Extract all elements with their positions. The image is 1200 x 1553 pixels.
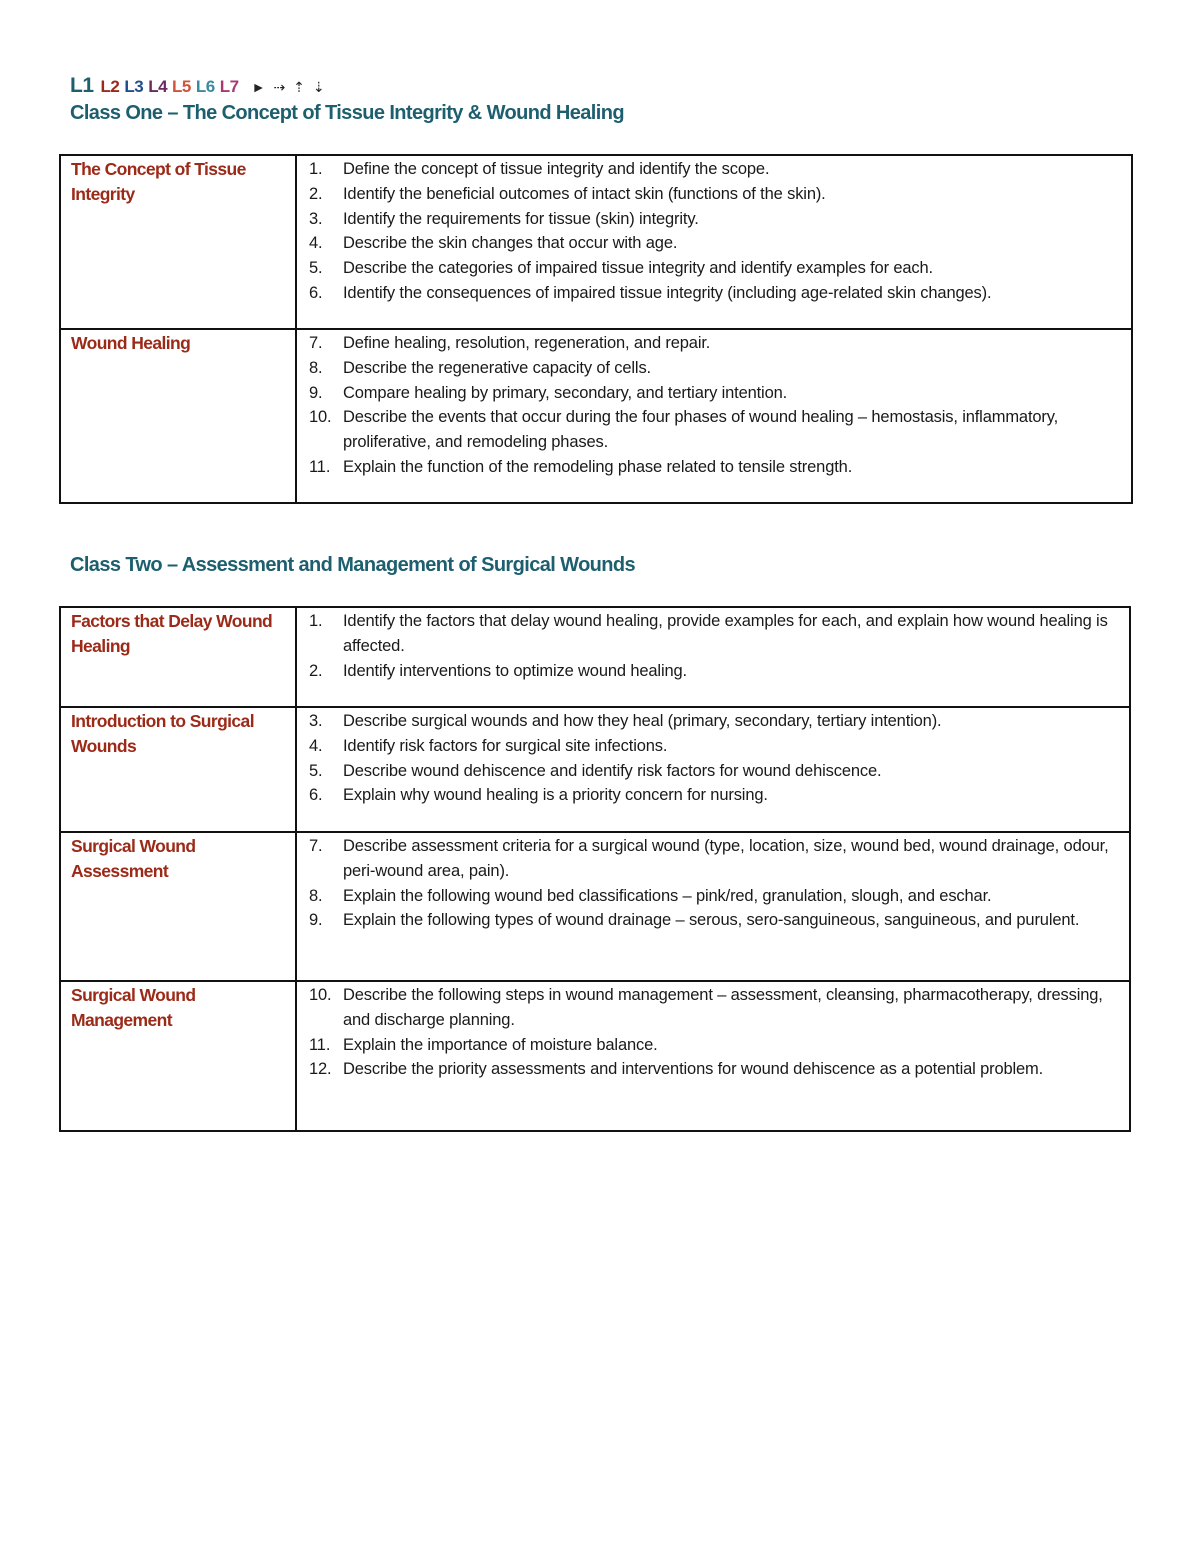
- topic-cell: Wound Healing: [60, 329, 296, 503]
- table-row: [60, 607, 1130, 707]
- item-number: 7.: [309, 837, 323, 855]
- class-two-table: [59, 606, 1131, 1132]
- table-row: [60, 707, 1130, 832]
- item-number: 7.: [309, 334, 323, 352]
- objectives-cell: [296, 155, 1132, 329]
- list-item: [309, 609, 1121, 659]
- list-item: [309, 157, 1123, 182]
- item-number: 3.: [309, 209, 323, 228]
- list-item: [309, 381, 1123, 406]
- table-row: [60, 832, 1130, 981]
- list-item: [309, 207, 1123, 232]
- item-text: Describe the categories of impaired tissue integrity and identify examples for each.: [343, 259, 933, 278]
- item-text: Identify interventions to optimize wound healing.: [343, 661, 687, 680]
- list-item: [309, 759, 1121, 784]
- item-text: Describe the following steps in wound management – assessment, cleansing, pharmacotherapy, dressing, and discharge planning.: [343, 986, 1103, 1029]
- list-item: [309, 281, 1123, 306]
- list-item: [309, 1033, 1121, 1058]
- objectives-cell: [296, 329, 1132, 503]
- list-item: [309, 1057, 1121, 1082]
- item-text: Define the concept of tissue integrity and identify the scope.: [343, 160, 770, 178]
- list-item: [309, 834, 1121, 884]
- dashed-arrow-down-icon: ⇣: [312, 79, 325, 95]
- item-text: Describe surgical wounds and how they heal (primary, secondary, tertiary intention).: [343, 712, 942, 730]
- class-one-table: [59, 154, 1133, 504]
- list-item: [309, 659, 1121, 684]
- item-number: 10.: [309, 986, 332, 1004]
- objectives-cell: [296, 981, 1130, 1131]
- item-text: Describe the events that occur during the four phases of wound healing – hemostasis, inflammatory, proliferative, and remodeling phases.: [343, 408, 1059, 452]
- list-item: [309, 405, 1123, 455]
- item-number: 8.: [309, 886, 323, 905]
- topic-cell: The Concept of Tissue Integrity: [60, 155, 296, 329]
- objectives-list: [297, 330, 1131, 480]
- topic-cell: Factors that Delay Wound Healing: [60, 607, 296, 707]
- item-number: 5.: [309, 259, 323, 278]
- item-text: Identify the factors that delay wound healing, provide examples for each, and explain how wound healing is affected.: [343, 612, 1108, 655]
- list-item: [309, 231, 1123, 256]
- item-text: Describe the regenerative capacity of cells.: [343, 358, 651, 377]
- list-item: [309, 908, 1121, 933]
- item-text: Identify the requirements for tissue (skin) integrity.: [343, 209, 699, 228]
- class-two-title: Class Two – Assessment and Management of Surgical Wounds: [70, 554, 636, 576]
- list-item: [309, 734, 1121, 759]
- topic-cell: Surgical Wound Assessment: [60, 832, 296, 981]
- item-text: Identify the consequences of impaired tissue integrity (including age-related skin changes).: [343, 283, 992, 302]
- item-text: Describe the priority assessments and interventions for wound dehiscence as a potential problem.: [343, 1060, 1044, 1079]
- list-item: [309, 983, 1121, 1033]
- objectives-list: [297, 708, 1129, 808]
- item-text: Describe assessment criteria for a surgical wound (type, location, size, wound bed, wound drainage, odour, peri-wound area, pain).: [343, 837, 1109, 880]
- level-label-l6: L6: [195, 77, 215, 96]
- topic-cell: Introduction to Surgical Wounds: [60, 707, 296, 832]
- list-item: [309, 709, 1121, 734]
- item-number: 5.: [309, 761, 323, 780]
- item-text: Explain the following wound bed classifications – pink/red, granulation, slough, and eschar.: [343, 886, 992, 905]
- item-text: Describe the skin changes that occur with age.: [343, 234, 678, 253]
- item-text: Explain why wound healing is a priority concern for nursing.: [343, 786, 768, 805]
- list-item: [309, 783, 1121, 808]
- level-legend: [70, 74, 325, 100]
- item-number: 6.: [309, 283, 323, 302]
- item-text: Compare healing by primary, secondary, and tertiary intention.: [343, 383, 788, 402]
- table-row: [60, 329, 1132, 503]
- item-text: Define healing, resolution, regeneration, and repair.: [343, 334, 711, 352]
- list-item: [309, 331, 1123, 356]
- list-item: [309, 884, 1121, 909]
- item-text: Explain the function of the remodeling phase related to tensile strength.: [343, 457, 853, 476]
- level-label-l7: L7: [219, 77, 239, 96]
- item-text: Explain the following types of wound drainage – serous, sero-sanguineous, sanguineous, and purulent.: [343, 911, 1080, 930]
- dashed-arrow-up-icon: ⇡: [293, 79, 305, 95]
- item-number: 4.: [309, 736, 323, 755]
- item-number: 11.: [309, 457, 331, 476]
- item-number: 12.: [309, 1060, 332, 1079]
- triangle-right-icon: ►: [251, 79, 266, 95]
- topic-cell: Surgical Wound Management: [60, 981, 296, 1131]
- level-label-l5: L5: [172, 77, 191, 96]
- list-item: [309, 256, 1123, 281]
- objectives-cell: [296, 607, 1130, 707]
- list-item: [309, 455, 1123, 480]
- item-number: 3.: [309, 712, 323, 730]
- item-text: Describe wound dehiscence and identify risk factors for wound dehiscence.: [343, 761, 882, 780]
- objectives-cell: [296, 832, 1130, 981]
- objectives-list: [297, 982, 1129, 1082]
- item-number: 11.: [309, 1035, 331, 1054]
- level-label-l4: L4: [148, 77, 168, 96]
- item-number: 1.: [309, 612, 323, 630]
- table-row: [60, 981, 1130, 1131]
- item-number: 10.: [309, 408, 332, 427]
- objectives-list: [297, 156, 1131, 306]
- class-one-title: Class One – The Concept of Tissue Integrity & Wound Healing: [70, 102, 624, 124]
- item-number: 6.: [309, 786, 323, 805]
- item-number: 9.: [309, 383, 323, 402]
- item-text: Explain the importance of moisture balance.: [343, 1035, 658, 1054]
- list-item: [309, 182, 1123, 207]
- item-number: 8.: [309, 358, 323, 377]
- level-label-l2: L2: [100, 77, 120, 96]
- list-item: [309, 356, 1123, 381]
- objectives-list: [297, 608, 1129, 683]
- table-row: [60, 155, 1132, 329]
- item-text: Identify the beneficial outcomes of intact skin (functions of the skin).: [343, 184, 826, 203]
- item-text: Identify risk factors for surgical site infections.: [343, 736, 668, 755]
- item-number: 2.: [309, 661, 323, 680]
- level-label-l3: L3: [124, 77, 144, 96]
- item-number: 4.: [309, 234, 323, 253]
- item-number: 1.: [309, 160, 323, 178]
- objectives-cell: [296, 707, 1130, 832]
- level-label-l1: L1: [70, 74, 94, 97]
- item-number: 9.: [309, 911, 323, 930]
- item-number: 2.: [309, 184, 323, 203]
- dashed-arrow-right-icon: ⇢: [273, 79, 286, 95]
- objectives-list: [297, 833, 1129, 933]
